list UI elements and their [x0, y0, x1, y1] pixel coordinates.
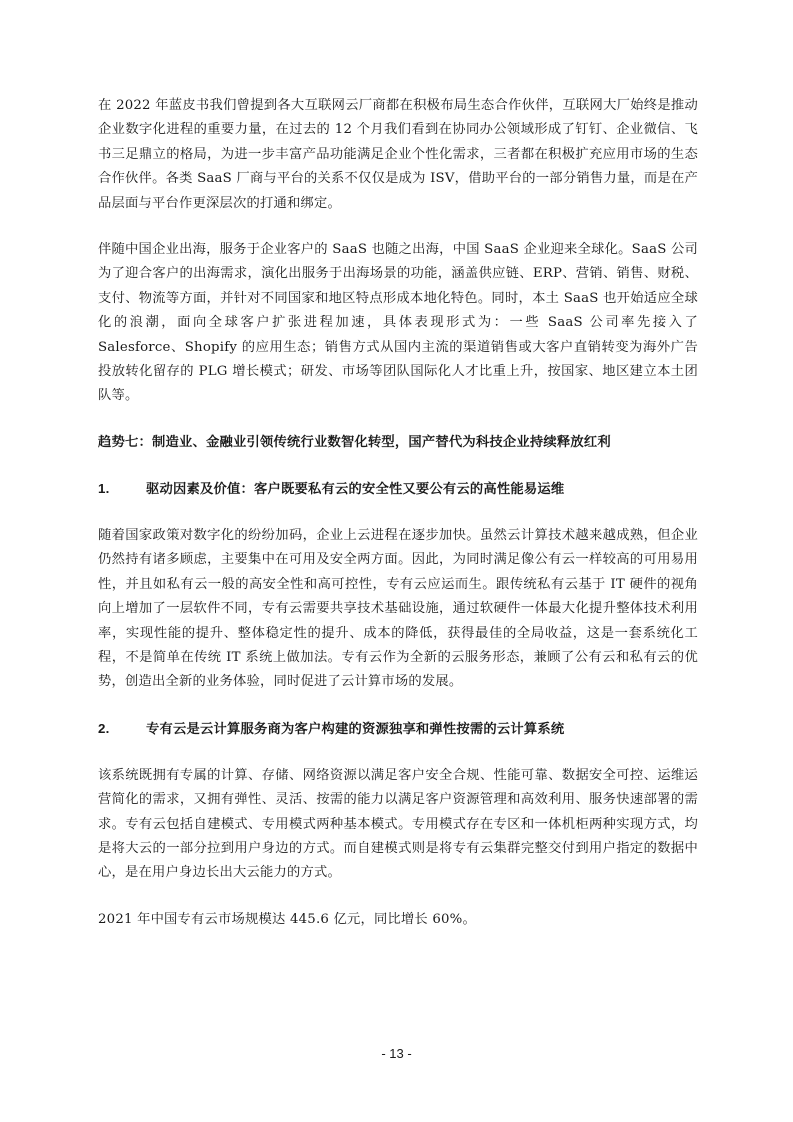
section-2-title: 专有云是云计算服务商为客户构建的资源独享和弹性按需的云计算系统	[146, 721, 565, 737]
intro-paragraph-ecosystem: 在 2022 年蓝皮书我们曾提到各大互联网云厂商都在积极布局生态合作伙伴，互联网大厂始终是推动企业数字化进程的重要力量，在过去的 12 个月我们看到在协同办公领域形成了钉钉、企业微信、飞书三足鼎立的格局，为进一步丰富产品功能满足企业个性化需求，三者都在积极扩充应用市场的生态合作伙伴。各类 SaaS 厂商与平台的关系不仅仅是成为 ISV，借助平台的一部分销售力量，而是在产品层面与平台作更深层次的打通和绑定。	[98, 98, 698, 211]
page-content	[98, 94, 698, 932]
section-1-number: 1.	[98, 480, 110, 496]
section-1-body: 随着国家政策对数字化的纷纷加码，企业上云进程在逐步加快。虽然云计算技术越来越成熟，但企业仍然持有诸多顾虑，主要集中在可用及安全两方面。因此，为同时满足像公有云一样较高的可用易用性，并且如私有云一般的高安全性和高可控性，专有云应运而生。跟传统私有云基于 IT 硬件的视角向上增加了一层软件不同，专有云需要共享技术基础设施，通过软硬件一体最大化提升整体技术利用率，实现性能的提升、整体稳定性的提升、成本的降低，获得最佳的全局收益，这是一套系统化工程，不是简单在传统 IT 系统上做加法。专有云作为全新的云服务形态，兼顾了公有云和私有云的优势，创造出全新的业务体验，同时促进了云计算市场的发展。	[98, 527, 698, 690]
trend-heading: 趋势七：制造业、金融业引领传统行业数智化转型，国产替代为科技企业持续释放红利	[98, 434, 611, 450]
section-2-heading	[98, 717, 698, 742]
section-2-body: 该系统既拥有专属的计算、存储、网络资源以满足客户安全合规、性能可靠、数据安全可控、运维运营简化的需求，又拥有弹性、灵活、按需的能力以满足客户资源管理和高效利用、服务快速部署的需求。专有云包括自建模式、专用模式两种基本模式。专用模式存在专区和一体机柜两种实现方式，均是将大云的一部分拉到用户身边的方式。而自建模式则是将专有云集群完整交付到用户指定的数据中心，是在用户身边长出大云能力的方式。	[98, 767, 698, 881]
market-size-statement: 2021 年中国专有云市场规模达 445.6 亿元，同比增长 60%。	[98, 911, 477, 927]
section-2-number: 2.	[98, 720, 110, 736]
section-1-title: 驱动因素及价值：客户既要私有云的安全性又要公有云的高性能易运维	[146, 481, 565, 497]
page-number: - 13 -	[381, 1046, 412, 1061]
intro-paragraph-globalization: 伴随中国企业出海，服务于企业客户的 SaaS 也随之出海，中国 SaaS 企业迎来全球化。SaaS 公司为了迎合客户的出海需求，演化出服务于出海场景的功能，涵盖供应链、ERP、营销、销售、财税、支付、物流等方面，并针对不同国家和地区特点形成本地化特色。同时，本土 SaaS 也开始适应全球化的浪潮，面向全球客户扩张进程加速，具体表现形式为：一些 SaaS 公司率先接入了 Salesforce、Shopify 的应用生态；销售方式从国内主流的渠道销售或大客户直销转变为海外广告投放转化留存的 PLG 增长模式；研发、市场等团队国际化人才比重上升，按国家、地区建立本土团队等。	[98, 242, 698, 404]
section-1-heading	[98, 477, 698, 502]
